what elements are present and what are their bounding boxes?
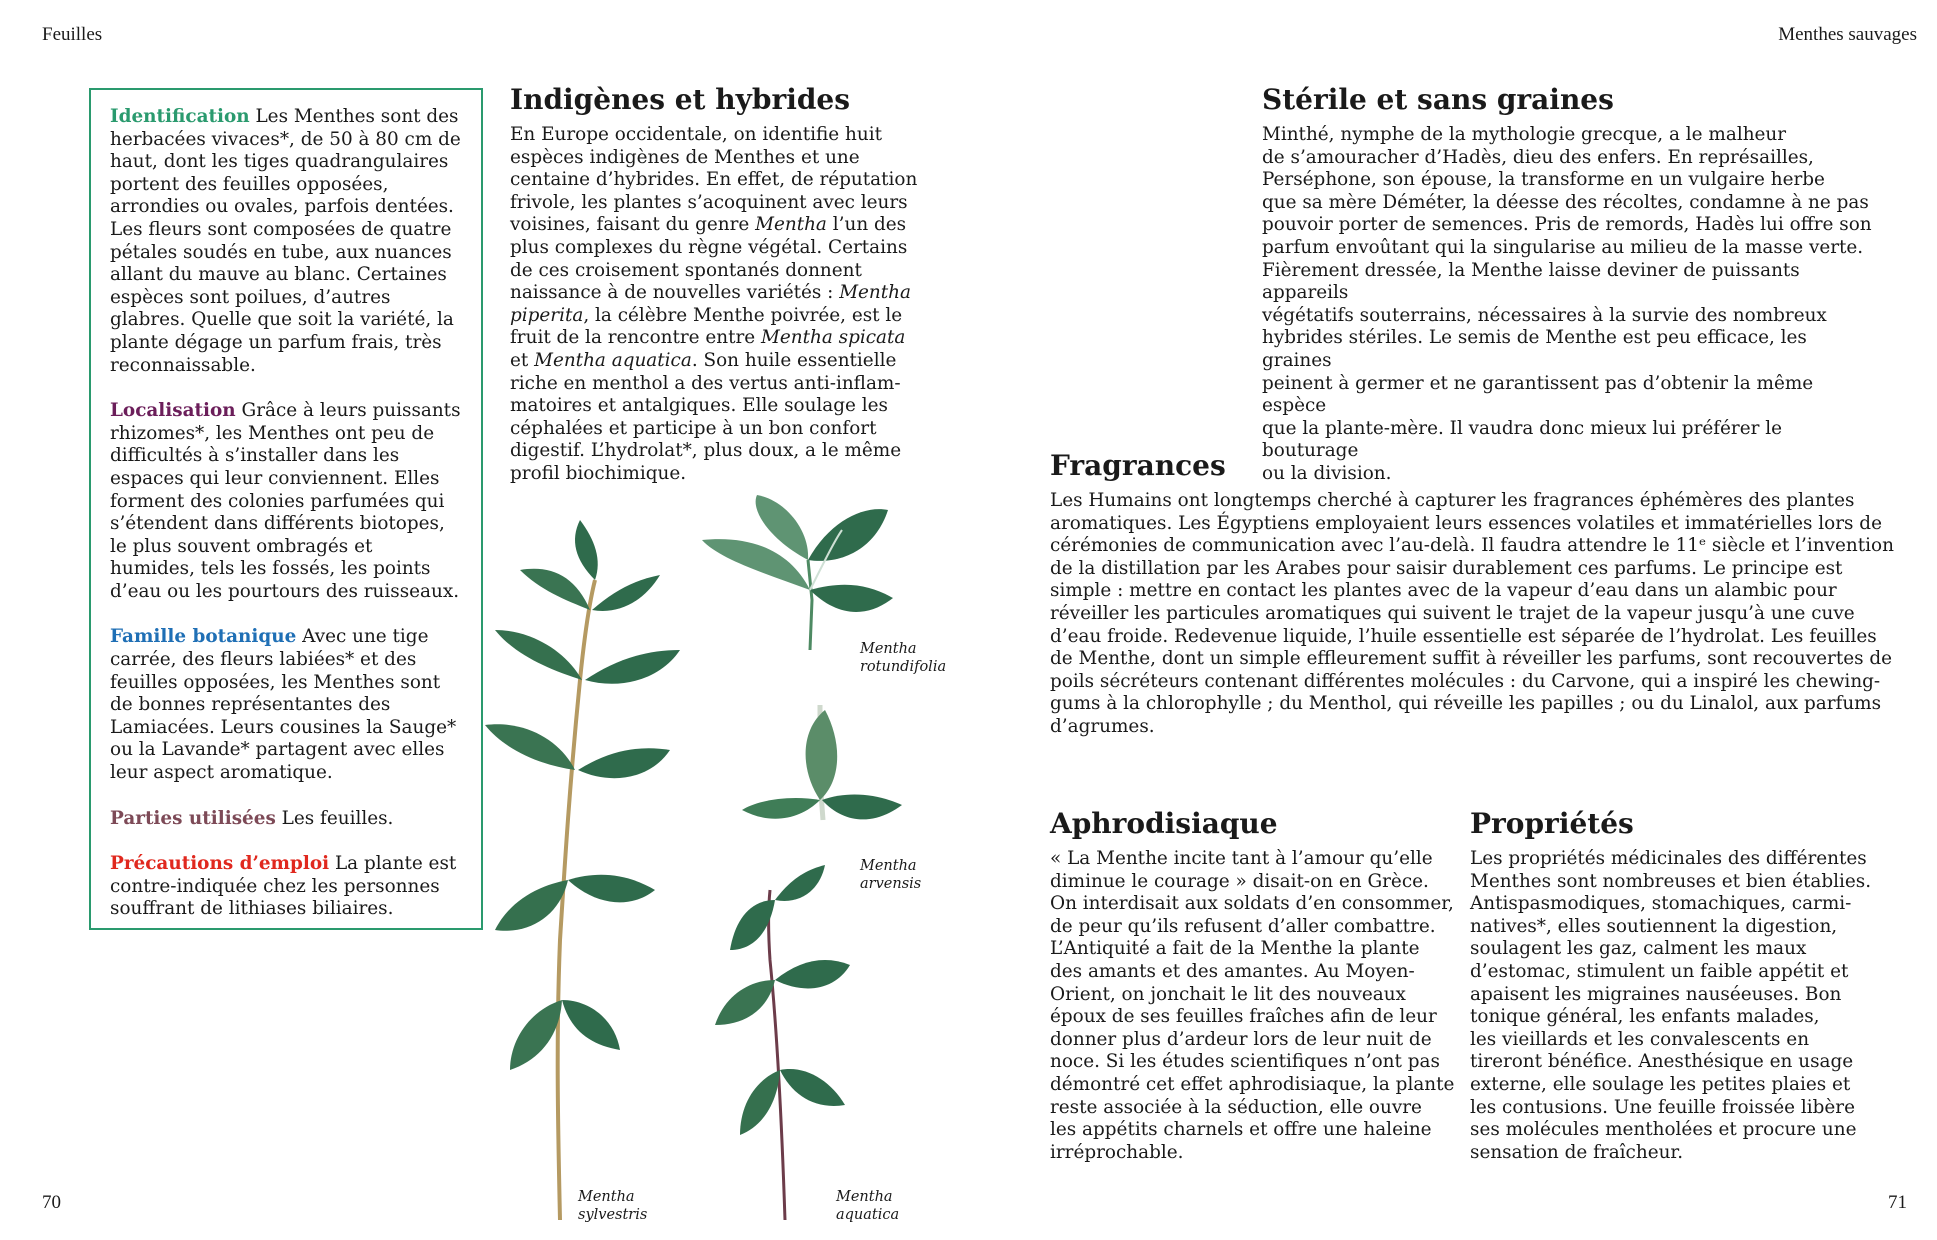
sidebox-text: Les Menthes sont des herbacées vivaces*, de 50 à 80 cm de haut, dont les tiges quadrangulaires portent des feuilles opposées, arrondies ou ovales, parfois dentées. Les fleurs sont composées de quatre pétales soudés en tube, aux nuances allant du mauve au blanc. Certaines espèces sont poilues, d’autres glabres. Quelle que soit la variété, la plante dégage un parfum frais, très reconnaissable. bbox=[110, 106, 461, 376]
section-body bbox=[1050, 490, 1920, 739]
sidebox-paragraph bbox=[110, 106, 463, 377]
text-line: aromatiques. Les Égyptiens employaient leurs essences volatiles et immatérielles lors de bbox=[1050, 512, 1882, 534]
sidebox-text: La plante est contre-indiquée chez les personnes souffrant de lithiases biliaires. bbox=[110, 853, 457, 920]
text-line: les vieillards et les convalescents en bbox=[1470, 1028, 1810, 1050]
text-segment: voisines, faisant du genre bbox=[510, 214, 756, 236]
text-segment: espèces indigènes de Menthes et une bbox=[510, 146, 860, 168]
text-segment: riche en menthol a des vertus anti-inflam- bbox=[510, 372, 901, 394]
info-sidebox bbox=[89, 88, 483, 930]
caption-line1: Mentha bbox=[578, 1189, 635, 1205]
text-line: de s’amouracher d’Hadès, dieu des enfers. En représailles, bbox=[1262, 146, 1814, 168]
text-line bbox=[510, 440, 930, 463]
caption-line2: arvensis bbox=[860, 876, 922, 892]
sidebox-label: Localisation bbox=[110, 400, 236, 422]
text-segment: . Son huile essentielle bbox=[691, 349, 897, 371]
page-number-right: 71 bbox=[1888, 1192, 1907, 1213]
section-body bbox=[510, 124, 930, 486]
text-line bbox=[510, 169, 930, 192]
text-line: d’agrumes. bbox=[1050, 715, 1155, 737]
text-line: ses molécules mentholées et procure une bbox=[1470, 1119, 1857, 1141]
text-line: époux de ses feuilles fraîches afin de leur bbox=[1050, 1006, 1437, 1028]
text-line: peinent à germer et ne garantissent pas d’obtenir la même espèce bbox=[1262, 372, 1814, 417]
text-line: hybrides stériles. Le semis de Menthe est peu efficace, les graines bbox=[1262, 327, 1807, 371]
sidebox-text: Grâce à leurs puissants rhizomes*, les Menthes ont peu de difficultés à s’installer dans les espaces qui leur conviennent. Elles forment des colonies parfumées qui s’étendent dans différents biotopes, le plus souvent ombragés et humides, tels les fossés, les points d’eau ou les pourtours des ruisseaux. bbox=[110, 400, 461, 602]
text-line: « La Menthe incite tant à l’amour qu’elle bbox=[1050, 848, 1433, 869]
text-line: d’eau froide. Redevenue liquide, l’huile essentielle est séparée de l’hydrolat. Les feuilles bbox=[1050, 625, 1877, 647]
text-line bbox=[510, 418, 930, 441]
running-header-right: Menthes sauvages bbox=[1778, 24, 1917, 45]
section-sterile bbox=[1262, 84, 1882, 486]
text-line: pouvoir porter de semences. Pris de remords, Hadès lui offre son bbox=[1262, 214, 1872, 236]
text-segment: frivole, les plantes s’acoquinent avec leurs bbox=[510, 191, 908, 213]
text-line bbox=[510, 373, 930, 396]
text-line: Les Humains ont longtemps cherché à capturer les fragrances éphémères des plantes bbox=[1050, 490, 1855, 511]
caption-aquatica bbox=[836, 1188, 899, 1224]
text-line: poils sécréteurs contenant différentes molécules : du Carvone, qui a inspiré les chewing- bbox=[1050, 670, 1881, 692]
text-line: réveiller les particules aromatiques qui suivent le trajet de la vapeur jusqu’à une cuve bbox=[1050, 602, 1855, 624]
section-body bbox=[1470, 848, 1910, 1164]
sidebox-label: Identification bbox=[110, 106, 250, 127]
sidebox-label: Famille botanique bbox=[110, 626, 297, 648]
text-line: Antispasmodiques, stomachiques, carmi- bbox=[1470, 893, 1852, 915]
section-aphrodisiaque bbox=[1050, 808, 1460, 1164]
text-line bbox=[510, 350, 930, 373]
text-segment: naissance à de nouvelles variétés : bbox=[510, 282, 840, 304]
text-segment: centaine d’hybrides. En effet, de réputation bbox=[510, 169, 918, 191]
caption-line2: sylvestris bbox=[578, 1207, 648, 1223]
section-body bbox=[1050, 848, 1460, 1164]
sidebox-paragraph bbox=[110, 808, 463, 831]
italic-species-name: piperita bbox=[510, 304, 584, 326]
text-segment: plus complexes du règne végétal. Certains bbox=[510, 236, 908, 258]
text-line bbox=[510, 237, 930, 260]
sidebox-paragraph bbox=[110, 626, 463, 784]
text-line: Perséphone, son épouse, la transforme en un vulgaire herbe bbox=[1262, 169, 1825, 191]
italic-species-name: Mentha aquatica bbox=[534, 349, 692, 371]
running-header-left: Feuilles bbox=[42, 24, 103, 45]
caption-line2: aquatica bbox=[836, 1207, 900, 1223]
text-line: parfum envoûtant qui la singularise au milieu de la masse verte. bbox=[1262, 236, 1864, 258]
section-title: Propriétés bbox=[1470, 807, 1634, 840]
text-line: tireront bénéfice. Anesthésique en usage bbox=[1470, 1051, 1854, 1073]
text-segment: céphalées et participe à un bon confort bbox=[510, 417, 877, 439]
text-line: gums à la chlorophylle ; du Menthol, qui réveille les papilles ; ou du Linalol, aux parfums bbox=[1050, 693, 1882, 715]
text-line: les appétits charnels et offre une haleine bbox=[1050, 1119, 1432, 1141]
text-line bbox=[510, 192, 930, 215]
text-line bbox=[510, 260, 930, 283]
italic-species-name: Mentha bbox=[839, 282, 911, 304]
text-line bbox=[510, 395, 930, 418]
section-fragrances bbox=[1050, 450, 1920, 739]
text-line: Orient, on jonchait le lit des nouveaux bbox=[1050, 983, 1406, 1005]
caption-line2: rotundifolia bbox=[860, 659, 947, 675]
sidebox-text: Les feuilles. bbox=[275, 807, 394, 829]
text-line: apaisent les migraines nauséeuses. Bon bbox=[1470, 983, 1842, 1005]
mint-illustrations bbox=[470, 480, 950, 1230]
text-line bbox=[510, 124, 930, 147]
section-body bbox=[1262, 124, 1882, 486]
text-line: simple : mettre en contact les plantes avec de la vapeur d’eau dans un alambic pour bbox=[1050, 580, 1837, 602]
text-line: que la plante-mère. Il vaudra donc mieux lui préférer le bouturage bbox=[1262, 417, 1783, 462]
sidebox-label: Précautions d’emploi bbox=[110, 853, 330, 875]
text-line: Fièrement dressée, la Menthe laisse deviner de puissants appareils bbox=[1262, 259, 1800, 304]
text-line: L’Antiquité a fait de la Menthe la plante bbox=[1050, 938, 1420, 960]
text-line: d’estomac, stimulent un faible appétit et bbox=[1470, 960, 1849, 982]
mentha-aquatica-illustration bbox=[715, 865, 850, 1220]
sidebox-label: Parties utilisées bbox=[110, 807, 276, 829]
section-title: Fragrances bbox=[1050, 449, 1226, 482]
mentha-rotundifolia-illustration bbox=[702, 495, 893, 650]
text-segment: de ces croisement spontanés donnent bbox=[510, 259, 862, 281]
caption-sylvestris bbox=[578, 1188, 647, 1224]
text-line: externe, elle soulage les petites plaies et bbox=[1470, 1073, 1851, 1095]
mentha-arvensis-illustration bbox=[742, 705, 902, 820]
text-line: Menthes sont nombreuses et bien établies. bbox=[1470, 870, 1872, 892]
sidebox-content bbox=[110, 106, 463, 921]
text-line: sensation de fraîcheur. bbox=[1470, 1141, 1684, 1163]
text-line: natives*, elles soutiennent la digestion, bbox=[1470, 915, 1838, 937]
caption-line1: Mentha bbox=[836, 1189, 893, 1205]
text-line bbox=[510, 305, 930, 328]
section-title: Stérile et sans graines bbox=[1262, 83, 1614, 116]
text-segment: fruit de la rencontre entre bbox=[510, 327, 762, 349]
text-segment: digestif. L’hydrolat*, plus doux, a le même bbox=[510, 440, 902, 462]
text-segment: , la célèbre Menthe poivrée, est le bbox=[583, 304, 903, 326]
text-line: reste associée à la séduction, elle ouvre bbox=[1050, 1096, 1422, 1118]
text-line bbox=[510, 147, 930, 170]
text-segment: l’un des bbox=[826, 214, 907, 236]
text-segment: et bbox=[510, 349, 535, 371]
text-line: Les propriétés médicinales des différentes bbox=[1470, 848, 1867, 869]
page-number-left: 70 bbox=[42, 1192, 61, 1213]
text-segment: En Europe occidentale, on identifie huit bbox=[510, 124, 882, 145]
text-line: de la distillation par les Arabes pour saisir durablement ces parfums. Le principe est bbox=[1050, 557, 1843, 579]
caption-rotundifolia bbox=[860, 640, 946, 676]
text-line: ou la division. bbox=[1262, 462, 1392, 484]
sidebox-paragraph bbox=[110, 853, 463, 921]
text-line: Minthé, nymphe de la mythologie grecque, a le malheur bbox=[1262, 124, 1787, 145]
sidebox-paragraph bbox=[110, 400, 463, 603]
text-line: On interdisait aux soldats d’en consommer, bbox=[1050, 893, 1454, 915]
text-line: tonique général, les enfants malades, bbox=[1470, 1006, 1820, 1028]
italic-species-name: Mentha spicata bbox=[761, 327, 906, 349]
caption-arvensis bbox=[860, 857, 921, 893]
text-segment: matoires et antalgiques. Elle soulage les bbox=[510, 395, 888, 417]
section-title: Aphrodisiaque bbox=[1050, 807, 1278, 840]
text-line: noce. Si les études scientifiques n’ont pas bbox=[1050, 1051, 1440, 1073]
text-line: végétatifs souterrains, nécessaires à la survie des nombreux bbox=[1262, 304, 1827, 326]
text-line: de Menthe, dont un simple effleurement suffit à réveiller les parfums, sont recouvertes de bbox=[1050, 648, 1893, 670]
text-line: soulagent les gaz, calment les maux bbox=[1470, 938, 1807, 960]
text-line: irréprochable. bbox=[1050, 1141, 1184, 1163]
text-line: que sa mère Déméter, la déesse des récoltes, condamne à ne pas bbox=[1262, 191, 1869, 213]
text-line: donner plus d’ardeur lors de leur nuit de bbox=[1050, 1028, 1432, 1050]
caption-line1: Mentha bbox=[860, 641, 917, 657]
section-proprietes bbox=[1470, 808, 1910, 1164]
sidebox-text: Avec une tige carrée, des fleurs labiées* et des feuilles opposées, les Menthes sont de bonnes représentantes des Lamiacées. Leurs cousines la Sauge* ou la Lavande* partagent avec elles leur aspect aromatique. bbox=[110, 626, 457, 784]
text-line: des amants et des amantes. Au Moyen- bbox=[1050, 960, 1415, 982]
section-title: Indigènes et hybrides bbox=[510, 83, 850, 116]
text-line bbox=[510, 214, 930, 237]
text-line: démontré cet effet aphrodisiaque, la plante bbox=[1050, 1073, 1455, 1095]
section-indigenes bbox=[510, 84, 930, 486]
caption-line1: Mentha bbox=[860, 858, 917, 874]
text-line: de peur qu’ils refusent d’aller combattre. bbox=[1050, 915, 1436, 937]
text-line: les contusions. Une feuille froissée libère bbox=[1470, 1096, 1855, 1118]
text-segment: profil biochimique. bbox=[510, 462, 687, 484]
text-line bbox=[510, 327, 930, 350]
italic-species-name: Mentha bbox=[755, 214, 827, 236]
text-line bbox=[510, 282, 930, 305]
mentha-sylvestris-illustration bbox=[485, 520, 680, 1220]
text-line: cérémonies de communication avec l’au-delà. Il faudra attendre le 11ᵉ siècle et l’invention bbox=[1050, 535, 1894, 557]
text-line: diminue le courage » disait-on en Grèce. bbox=[1050, 870, 1429, 892]
